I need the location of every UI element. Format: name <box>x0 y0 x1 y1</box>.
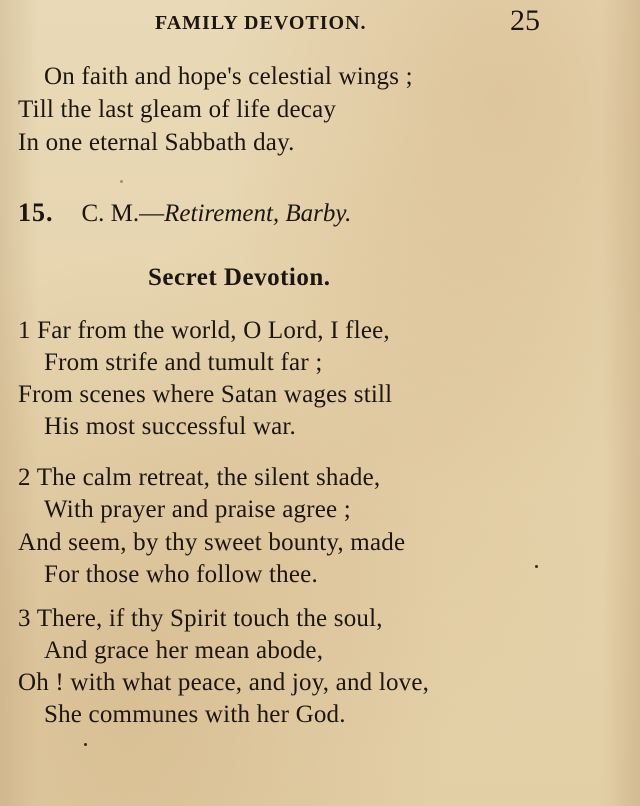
stanza-1-line-1: 1 Far from the world, O Lord, I flee, <box>18 317 390 344</box>
running-head: FAMILY DEVOTION. <box>155 12 367 34</box>
stanza-2-line-2: With prayer and praise agree ; <box>44 496 351 523</box>
hymn-heading <box>18 198 351 229</box>
hymn-number: 15. <box>18 198 54 227</box>
paper-speck <box>84 743 87 746</box>
stanza-2-line-1: 2 The calm retreat, the silent shade, <box>18 464 381 491</box>
prev-hymn-line-2: Till the last gleam of life decay <box>18 96 337 123</box>
stanza-3-line-2: And grace her mean abode, <box>44 637 324 664</box>
stanza-2-line-3: And seem, by thy sweet bounty, made <box>18 529 406 556</box>
hymn-tunes: Retirement, Barby. <box>164 200 352 227</box>
prev-hymn-line-1: On faith and hope's celestial wings ; <box>44 63 413 90</box>
hymn-meter: C. M.— <box>81 200 165 227</box>
paper-speck <box>535 565 538 568</box>
stanza-1-line-2: From strife and tumult far ; <box>44 349 323 376</box>
stanza-3-line-3: Oh ! with what peace, and joy, and love, <box>18 669 430 696</box>
stanza-2-line-4: For those who follow thee. <box>44 561 318 588</box>
hymn-title: Secret Devotion. <box>148 264 331 291</box>
stanza-1-line-4: His most successful war. <box>44 413 296 440</box>
paper-speck <box>120 180 123 183</box>
page-number: 25 <box>510 4 540 37</box>
stanza-3-line-4: She communes with her God. <box>44 701 346 728</box>
stanza-1-line-3: From scenes where Satan wages still <box>18 381 393 408</box>
stanza-3-line-1: 3 There, if thy Spirit touch the soul, <box>18 605 383 632</box>
prev-hymn-line-3: In one eternal Sabbath day. <box>18 129 295 156</box>
